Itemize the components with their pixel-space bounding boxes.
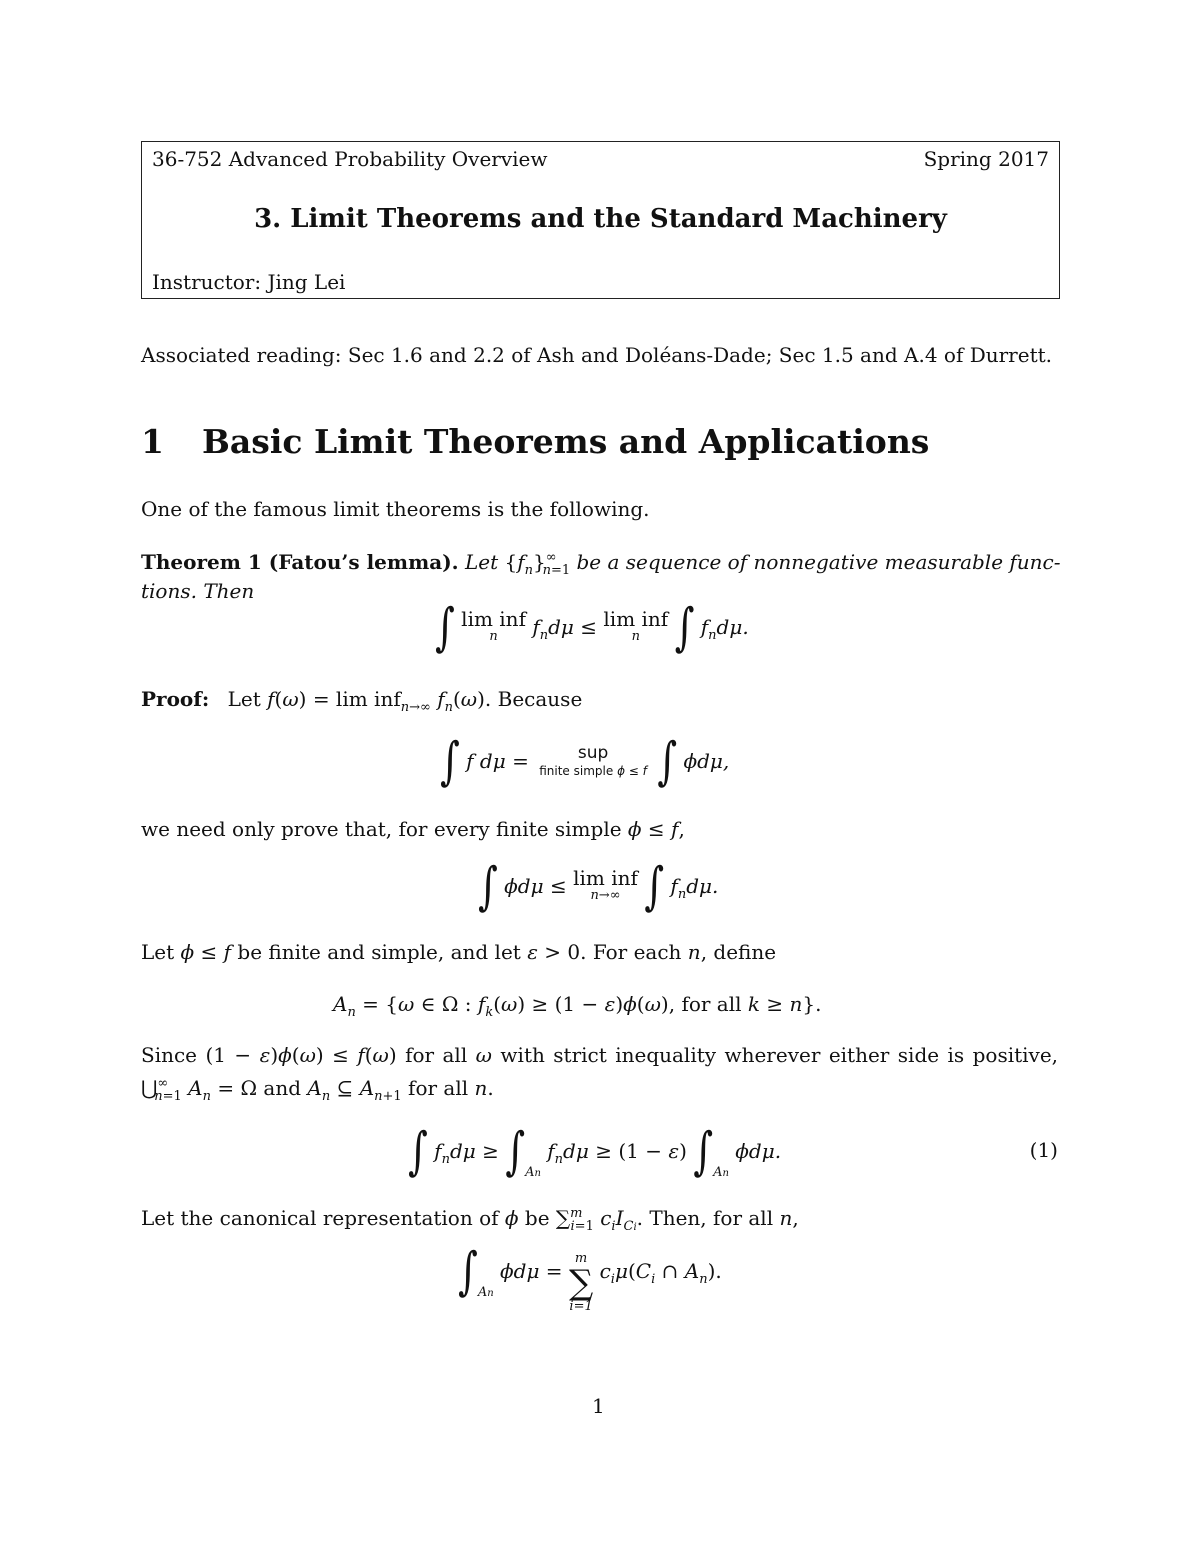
let-line: Let ϕ ≤ f be finite and simple, and let ε > 0. For each n, define bbox=[141, 940, 777, 964]
section-heading bbox=[141, 422, 929, 462]
since-line-2: $⋃^\infty_{n=1}$ $A_n = \Omega$ and $A_n$ ⊆ $A_{n+1}$ for all n. bbox=[141, 1076, 494, 1104]
theorem-text-2: tions. Then bbox=[141, 579, 255, 603]
instructor: Instructor: Jing Lei bbox=[152, 270, 346, 294]
theorem-text-1: be a sequence of nonnegative measurable func- bbox=[576, 550, 1061, 574]
sup-under-text: finite simple bbox=[539, 764, 614, 778]
theorem-line-2 bbox=[141, 578, 254, 604]
header-box bbox=[141, 141, 1060, 299]
define-text: define bbox=[713, 940, 777, 964]
final-equation: $\int_{An}$ ϕdμ = m ∑ i=1 $c_i\mu(C_i$ ∩ $A_n$). bbox=[458, 1241, 722, 1314]
canonical-text-c: Then, for all bbox=[649, 1206, 774, 1230]
need-text: we need only prove that, for every finite simple bbox=[141, 817, 622, 841]
since-text-b: for all bbox=[405, 1043, 468, 1067]
phi-equation: ∫ ϕdμ ≤ lim inf n→∞ ∫ $f_nd\mu$. bbox=[478, 856, 719, 916]
since-text-a: Since bbox=[141, 1043, 198, 1067]
proof-label: Proof: bbox=[141, 687, 210, 711]
course-title: 36-752 Advanced Probability Overview bbox=[152, 147, 548, 171]
lecture-title: 3. Limit Theorems and the Standard Machinery bbox=[254, 204, 947, 234]
fatou-equation: ∫ lim inf n $f_nd\mu$ ≤ lim inf n ∫ $f_nd\mu$. bbox=[435, 597, 749, 657]
need-line: we need only prove that, for every finite simple ϕ ≤ f, bbox=[141, 817, 685, 841]
associated-reading: Associated reading: Sec 1.6 and 2.2 of Ash and Doléans-Dade; Sec 1.5 and A.4 of Durrett. bbox=[141, 343, 1053, 367]
let-text-b: For each bbox=[592, 940, 682, 964]
proof-line: Proof: Let f(ω) = lim inf$_{n\to\infty}$ $f_n(\omega)$. Because bbox=[141, 687, 583, 715]
since-line-1: Since (1 − ε)ϕ(ω) ≤ f(ω) for all ω with strict inequality wherever either side is positive, bbox=[141, 1043, 1059, 1067]
sup-equation: ∫ f dμ = sup finite simple ϕ ≤ f ∫ ϕdμ, bbox=[440, 731, 730, 791]
page-number: 1 bbox=[592, 1394, 605, 1418]
theorem-label: Theorem 1 (Fatou’s lemma). bbox=[141, 550, 459, 574]
since-text-c: with strict inequality wherever either side is positive, bbox=[500, 1043, 1059, 1067]
an-definition: $A_n = \{\omega$ ∈ Ω : $f_k(\omega) \ge (1 - \varepsilon)\phi(\omega)$, for all k ≥ n}. bbox=[333, 992, 822, 1020]
section-title: Basic Limit Theorems and Applications bbox=[201, 422, 930, 461]
theorem-line-1: Theorem 1 (Fatou’s lemma). Let $\{f_n\}^\infty_{n=1}$ be a sequence of nonnegative measurable func- bbox=[141, 550, 1061, 578]
for-all-text: for all bbox=[408, 1076, 469, 1100]
term: Spring 2017 bbox=[923, 147, 1049, 171]
intro-paragraph: One of the famous limit theorems is the following. bbox=[141, 497, 650, 521]
and-text: and bbox=[263, 1076, 302, 1100]
canonical-text-b: be bbox=[524, 1206, 550, 1230]
section-number: 1 bbox=[141, 422, 164, 461]
equation-1: ∫ $f_nd\mu \ge \int_{An}$ $f_nd\mu \ge (1 - \varepsilon)$ $\int_{An}$ ϕdμ. bbox=[408, 1121, 782, 1181]
canonical-text-a: Let the canonical representation of bbox=[141, 1206, 499, 1230]
because-text: Because bbox=[497, 687, 583, 711]
equation-1-number: (1) bbox=[1029, 1138, 1058, 1162]
let-text-a: be finite and simple, and let bbox=[237, 940, 521, 964]
canonical-line: Let the canonical representation of ϕ be ∑$^m_{i=1}$ $c_iI_{Ci}$. Then, for all n, bbox=[141, 1206, 799, 1234]
